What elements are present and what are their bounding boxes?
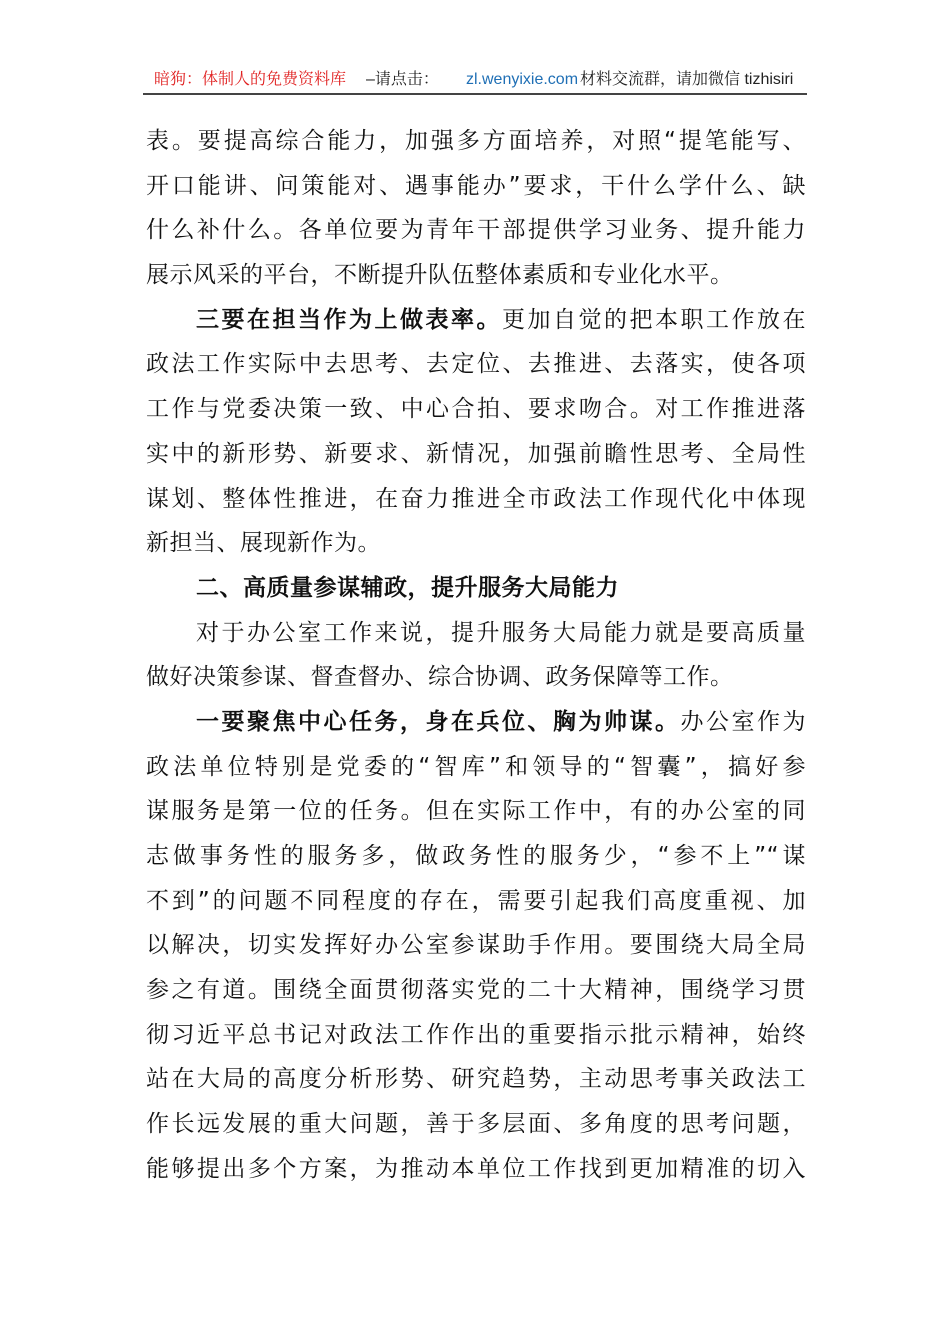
- line-text: 什么补什么。各单位要为青年干部提供学习业务、提升能力: [146, 217, 806, 244]
- line-text: 办公室作为: [680, 708, 806, 735]
- bold-lead: 一要聚焦中心任务，身在兵位、胸为帅谋。: [196, 708, 681, 735]
- line-text: 谋服务是第一位的任务。但在实际工作中，有的办公室的同: [146, 798, 806, 825]
- line-text: 政法单位特别是党委的“智库”和领导的“智囊”，搞好参: [146, 753, 806, 780]
- text-line: [146, 119, 806, 164]
- text-line: [146, 1147, 806, 1192]
- bold-lead: 三要在担当作为上做表率。: [196, 306, 502, 333]
- text-line: [146, 253, 806, 298]
- header-divider: [143, 93, 807, 95]
- header-brand: 暗狗：体制人的免费资料库: [154, 71, 347, 88]
- bold-lead: 二、高质量参谋辅政，提升服务大局能力: [196, 574, 619, 601]
- text-line: [146, 700, 806, 745]
- text-line: [146, 923, 806, 968]
- line-text: 实中的新形势、新要求、新情况，加强前瞻性思考、全局性: [146, 440, 806, 467]
- header-prompt: –请点击：: [366, 71, 439, 88]
- text-line: [146, 298, 806, 343]
- text-line: [146, 1057, 806, 1102]
- line-text: 参之有道。围绕全面贯彻落实党的二十大精神，围绕学习贯: [146, 977, 806, 1004]
- text-line: [146, 789, 806, 834]
- text-line: [146, 745, 806, 790]
- line-text: 更加自觉的把本职工作放在: [502, 306, 806, 333]
- text-line: [146, 164, 806, 209]
- text-line: [146, 611, 806, 656]
- header-note: 材料交流群，请加微信 tizhisiri: [580, 71, 794, 88]
- line-text: 对于办公室工作来说，提升服务大局能力就是要高质量: [196, 619, 806, 646]
- line-text: 作长远发展的重大问题，善于多层面、多角度的思考问题，: [146, 1111, 806, 1138]
- text-line: [146, 342, 806, 387]
- document-body: [146, 119, 806, 1192]
- text-line: [146, 1013, 806, 1058]
- line-text: 以解决，切实发挥好办公室参谋助手作用。要围绕大局全局: [146, 932, 806, 959]
- line-text: 志做事务性的服务多，做政务性的服务少，“参不上”“谋: [146, 843, 806, 869]
- text-line: [146, 432, 806, 477]
- text-line: [146, 477, 806, 522]
- line-text: 不到”的问题不同程度的存在，需要引起我们高度重视、加: [146, 887, 806, 914]
- line-text: 表。要提高综合能力，加强多方面培养，对照“提笔能写、: [146, 128, 806, 154]
- text-line: [146, 968, 806, 1013]
- text-line: [146, 208, 806, 253]
- line-text: 谋划、整体性推进，在奋力推进全市政法工作现代化中体现: [146, 485, 806, 512]
- text-line: [146, 387, 806, 432]
- line-text: 工作与党委决策一致、中心合拍、要求吻合。对工作推进落: [146, 396, 806, 423]
- line-text: 站在大局的高度分析形势、研究趋势，主动思考事关政法工: [146, 1066, 806, 1093]
- header-link[interactable]: zl.wenyixie.com: [466, 71, 579, 88]
- line-text: 彻习近平总书记对政法工作作出的重要指示批示精神，始终: [146, 1021, 806, 1048]
- text-line: [146, 1102, 806, 1147]
- line-text: 开口能讲、问策能对、遇事能办”要求，干什么学什么、缺: [146, 172, 806, 199]
- line-text: 展示风采的平台，不断提升队伍整体素质和专业化水平。: [146, 262, 734, 289]
- text-line: [146, 521, 806, 566]
- text-line: [146, 879, 806, 924]
- line-text: 做好决策参谋、督查督办、综合协调、政务保障等工作。: [146, 664, 734, 691]
- text-line: [146, 834, 806, 879]
- text-line: [146, 566, 806, 611]
- line-text: 新担当、展现新作为。: [146, 530, 381, 557]
- page-header: [146, 68, 806, 92]
- line-text: 政法工作实际中去思考、去定位、去推进、去落实，使各项: [146, 351, 806, 378]
- text-line: [146, 655, 806, 700]
- line-text: 能够提出多个方案，为推动本单位工作找到更加精准的切入: [146, 1155, 806, 1182]
